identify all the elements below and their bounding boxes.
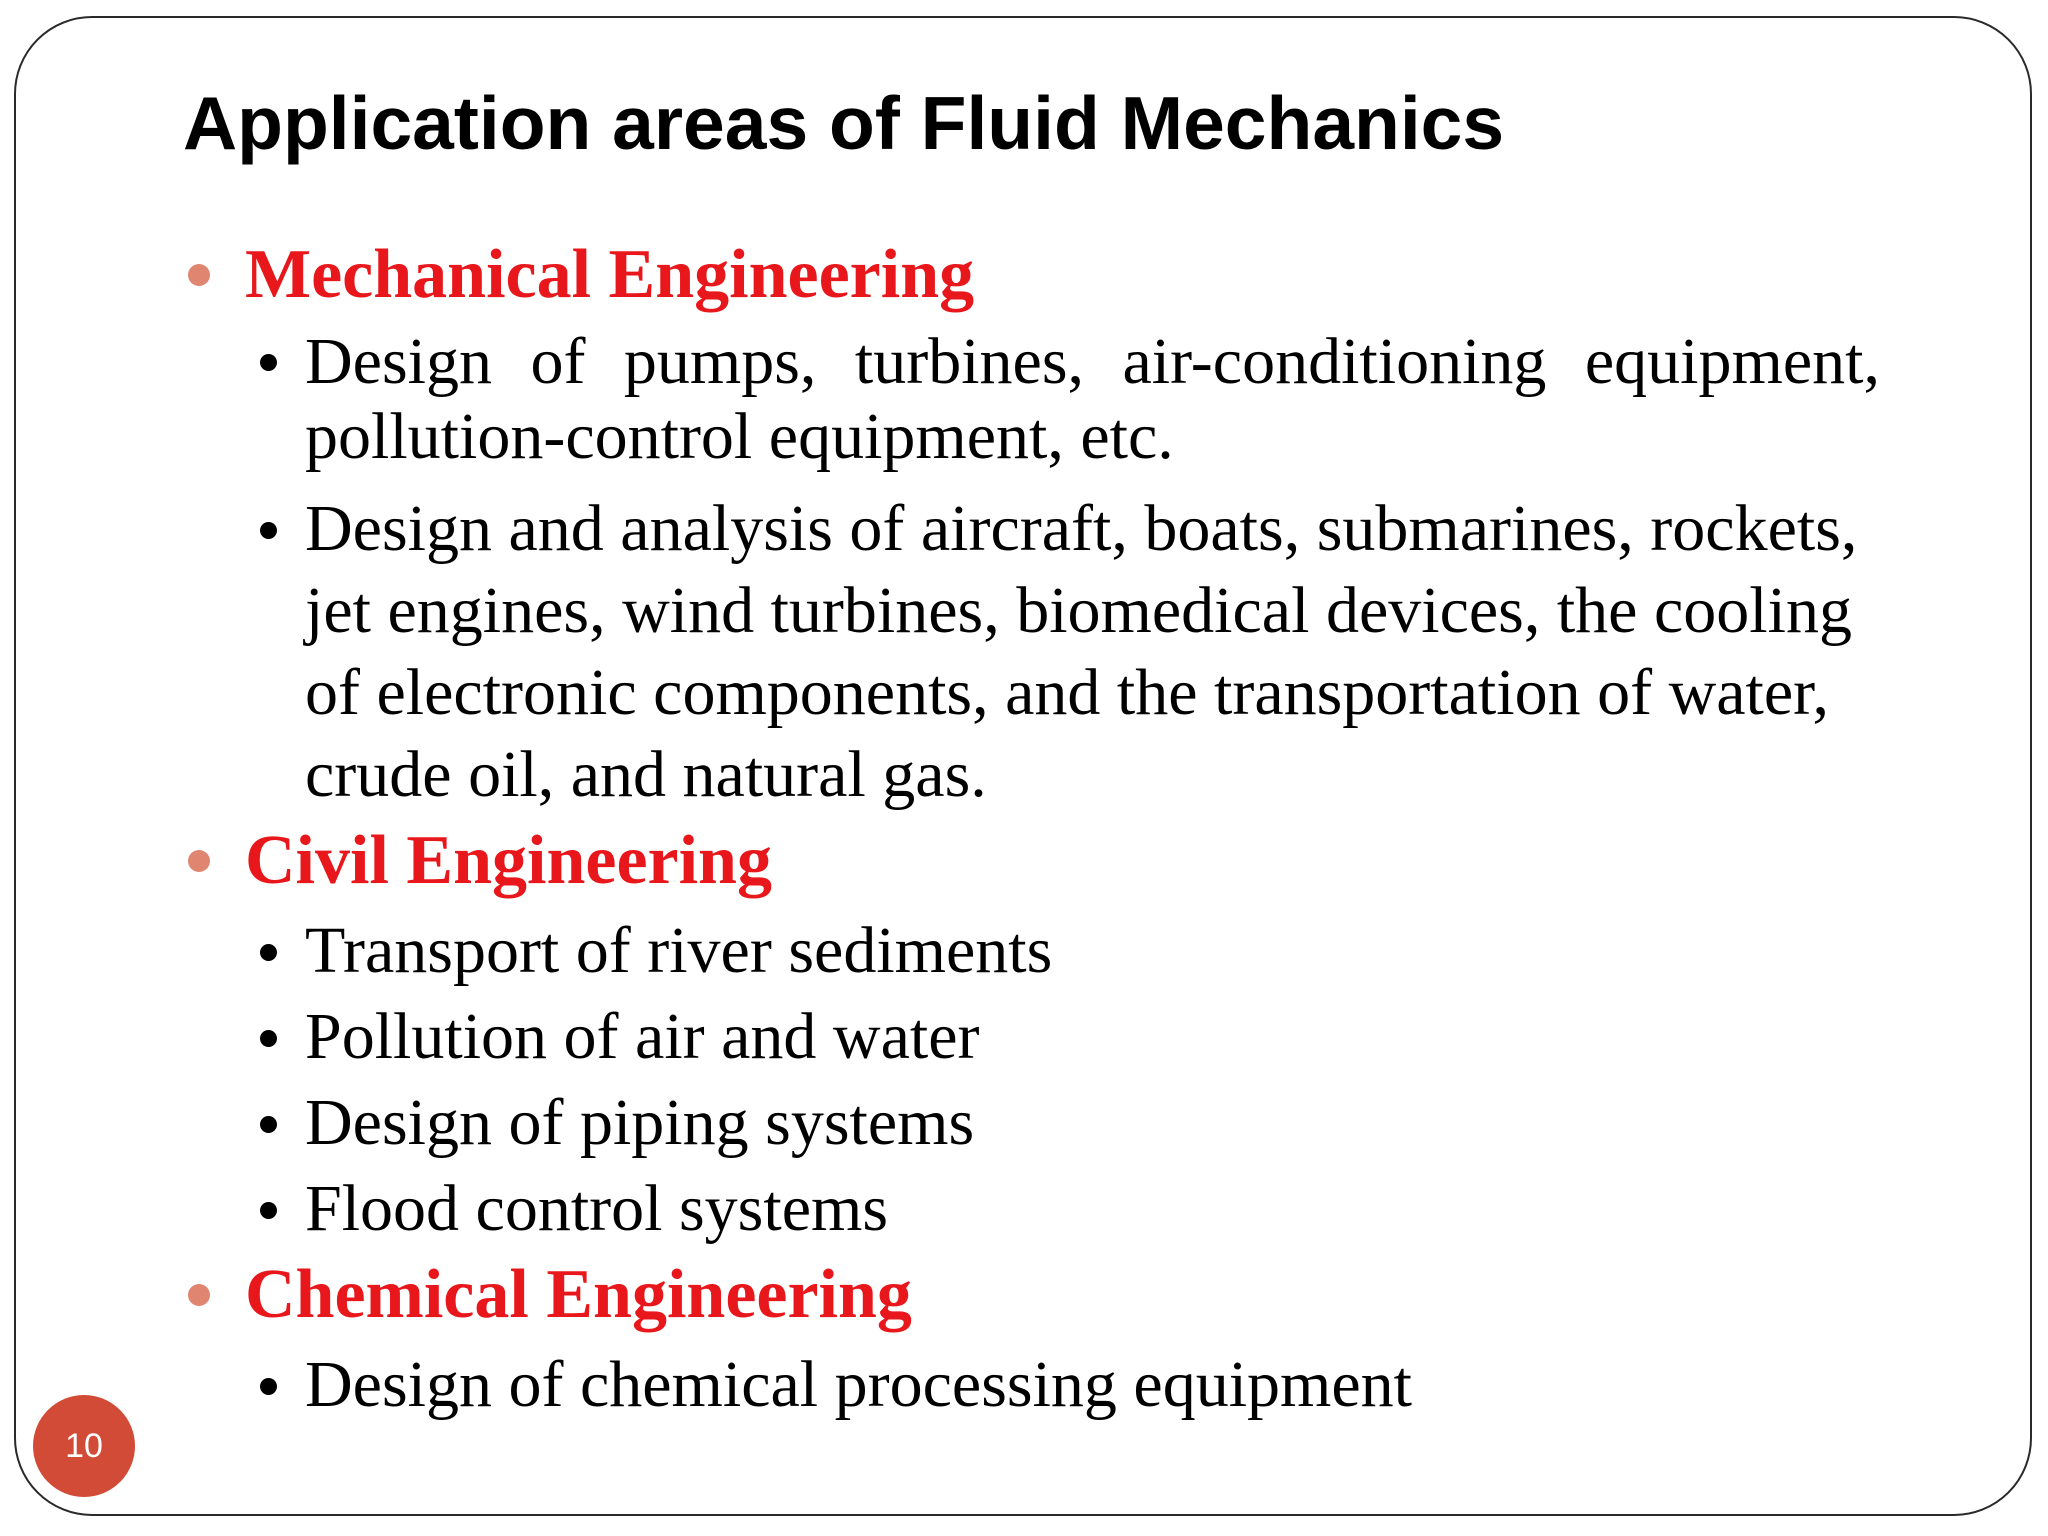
bullet-dot-icon (260, 354, 277, 371)
list-item-text: Flood control systems (305, 1172, 889, 1245)
slide-title: Application areas of Fluid Mechanics (183, 81, 1505, 165)
section-heading (180, 230, 1900, 320)
bullet-dot-icon (260, 944, 277, 961)
list-item (180, 1344, 1900, 1426)
section-bullet-icon (188, 264, 210, 286)
list-item-text: Pollution of air and water (305, 1000, 980, 1073)
list-item-text: Transport of river sediments (305, 914, 1053, 987)
sub-list (180, 1344, 1900, 1426)
list-item (180, 324, 1900, 474)
list-item-text: Design of pumps, turbines, air-conditioning equipment, pollution-control equipment, etc. (305, 325, 1880, 473)
section-heading-text: Civil Engineering (245, 822, 772, 899)
list-item (180, 1168, 1900, 1250)
list-item (180, 996, 1900, 1078)
list-item-text: Design of piping systems (305, 1086, 975, 1159)
list-item (180, 1082, 1900, 1164)
sub-list (180, 910, 1900, 1250)
section-heading (180, 816, 1900, 906)
bullet-dot-icon (260, 1116, 277, 1133)
section-heading (180, 1250, 1900, 1340)
list-item (180, 488, 1900, 816)
list-item-text: Design of chemical processing equipment (305, 1348, 1413, 1421)
page-number-badge: 10 (33, 1395, 135, 1497)
section-heading-text: Chemical Engineering (245, 1256, 912, 1333)
bullet-dot-icon (260, 1030, 277, 1047)
section-chemical-engineering (180, 1250, 1900, 1426)
slide-content (180, 230, 1900, 1426)
bullet-dot-icon (260, 1202, 277, 1219)
sub-list (180, 324, 1900, 816)
section-bullet-icon (188, 850, 210, 872)
bullet-dot-icon (260, 522, 277, 539)
section-heading-text: Mechanical Engineering (245, 236, 975, 313)
bullet-dot-icon (260, 1378, 277, 1395)
list-item (180, 910, 1900, 992)
section-civil-engineering (180, 816, 1900, 1250)
list-item-text: Design and analysis of aircraft, boats, submarines, rockets, jet engines, wind turbines, biomedical devices, the cooling of electronic components, and the transportation of water, crude oil, and natural gas. (305, 492, 1858, 811)
section-mechanical-engineering (180, 230, 1900, 816)
section-bullet-icon (188, 1284, 210, 1306)
